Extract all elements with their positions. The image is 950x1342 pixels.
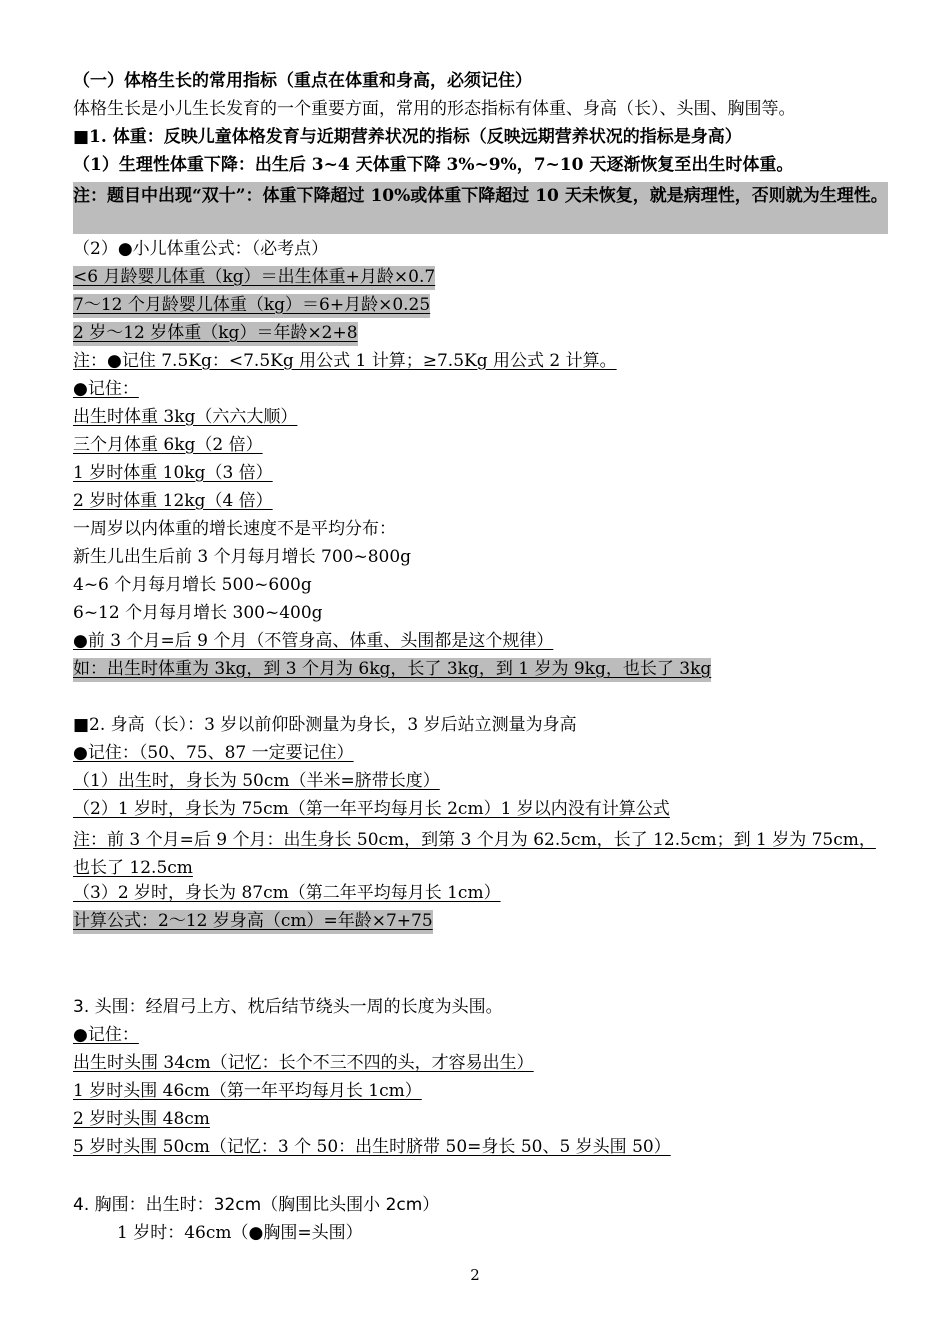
weight-birth: 出生时体重 3kg（六六大顺） (73, 407, 298, 427)
weight-growth-4-6: 4~6 个月每月增长 500~600g (73, 575, 312, 595)
weight-formula-3: 2 岁～12 岁体重（kg）＝年龄×2+8 (73, 322, 358, 346)
weight-formula-note: 注：●记住 7.5Kg：<7.5Kg 用公式 1 计算；≥7.5Kg 用公式 2 计算。 (73, 351, 617, 371)
head-5-years: 5 岁时头围 50cm（记忆：3 个 50：出生时脐带 50=身长 50、5 岁头围 50） (73, 1137, 671, 1157)
weight-formula-heading: （2）●小儿体重公式：（必考点） (73, 239, 329, 259)
head-birth: 出生时头围 34cm（记忆：长个不三不四的头，才容易出生） (73, 1053, 534, 1073)
height-birth: （1）出生时，身长为 50cm（半米=脐带长度） (73, 771, 440, 791)
head-remember: ●记住： (73, 1025, 139, 1045)
intro-paragraph: 体格生长是小儿生长发育的一个重要方面，常用的形态指标有体重、身高（长）、头围、胸围等。 (73, 99, 796, 119)
remember-label: ●记住： (73, 379, 139, 399)
head-1-year: 1 岁时头围 46cm（第一年平均每月长 1cm） (73, 1081, 422, 1101)
height-formula: 计算公式：2～12 岁身高（cm）=年龄×7+75 (73, 910, 433, 934)
first-3-equals-last-9: ●前 3 个月=后 9 个月（不管身高、体重、头围都是这个规律） (73, 631, 554, 651)
weight-example: 如：出生时体重为 3kg，到 3 个月为 6kg，长了 3kg，到 1 岁为 9kg，也长了 3kg (73, 658, 711, 682)
head-2-years: 2 岁时头围 48cm (73, 1109, 210, 1129)
height-2-years: （3）2 岁时，身长为 87cm（第二年平均每月长 1cm） (73, 883, 501, 903)
height-1-year: （2）1 岁时，身长为 75cm（第一年平均每月长 2cm）1 岁以内没有计算公式 (73, 799, 670, 819)
chest-circumference-birth: 4. 胸围：出生时：32cm（胸围比头围小 2cm） (73, 1195, 440, 1215)
weight-1-year: 1 岁时体重 10kg（3 倍） (73, 463, 273, 483)
weight-growth-0-3: 新生儿出生后前 3 个月每月增长 700~800g (73, 547, 412, 567)
page-number: 2 (470, 1266, 480, 1284)
note-double-ten: 注：题目中出现“双十”：体重下降超过 10%或体重下降超过 10 天未恢复，就是病理性，否则就为生理性。 (73, 182, 888, 234)
weight-formula-1: <6 月龄婴儿体重（kg）＝出生体重+月龄×0.7 (73, 266, 435, 290)
weight-growth-6-12: 6~12 个月每月增长 300~400g (73, 603, 323, 623)
weight-2-years: 2 岁时体重 12kg（4 倍） (73, 491, 273, 511)
section-heading: （一）体格生长的常用指标（重点在体重和身高，必须记住） (73, 71, 532, 91)
height-note: 注：前 3 个月=后 9 个月：出生身长 50cm，到第 3 个月为 62.5cm，长了 12.5cm；到 1 岁为 75cm，也长了 12.5cm (73, 830, 876, 878)
weight-heading: ■1. 体重：反映儿童体格发育与近期营养状况的指标（反映远期营养状况的指标是身高） (73, 127, 742, 147)
height-remember: ●记住：（50、75、87 一定要记住） (73, 743, 354, 763)
weight-growth-intro: 一周岁以内体重的增长速度不是平均分布： (73, 519, 396, 539)
head-circumference-heading: 3. 头围：经眉弓上方、枕后结节绕头一周的长度为头围。 (73, 997, 503, 1017)
height-heading: ■2. 身高（长）：3 岁以前仰卧测量为身长，3 岁后站立测量为身高 (73, 715, 577, 735)
weight-formula-2: 7～12 个月龄婴儿体重（kg）＝6+月龄×0.25 (73, 294, 430, 318)
physiological-weight-loss: （1）生理性体重下降：出生后 3~4 天体重下降 3%~9%，7~10 天逐渐恢复至出生时体重。 (73, 155, 794, 175)
weight-3-months: 三个月体重 6kg（2 倍） (73, 435, 263, 455)
chest-circumference-1-year: 1 岁时：46cm（●胸围=头围） (117, 1223, 363, 1243)
